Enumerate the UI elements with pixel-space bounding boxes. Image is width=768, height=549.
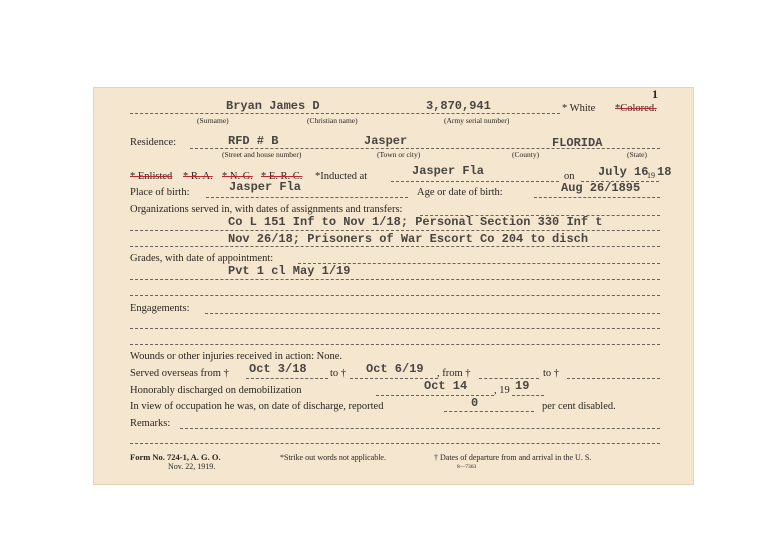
form-number: Form No. 724-1, A. G. O. (130, 452, 221, 462)
disability-label: In view of occupation he was, on date of discharge, reported (130, 401, 384, 412)
grades-line-1-rule (130, 279, 660, 280)
overseas-from2-label: , from † (437, 368, 471, 379)
overseas-to-label: to † (330, 368, 347, 379)
organizations-label: Organizations served in, with dates of assignments and transfers: (130, 204, 403, 215)
birth-date-line (534, 197, 660, 198)
inducted-line (391, 181, 559, 182)
name-line (130, 113, 560, 114)
enlisted-struck: * Enlisted (130, 171, 173, 182)
discharge-year-line (512, 395, 544, 396)
on-label: on (564, 171, 575, 182)
race-colored-struck: *Colored. (615, 103, 657, 114)
wounds-label: Wounds or other injuries received in action: None. (130, 351, 343, 362)
grades-label: Grades, with date of appointment: (130, 253, 274, 264)
footnote-strike: *Strike out words not applicable. (280, 453, 386, 462)
organizations-line-2: Nov 26/18; Prisoners of War Escort Co 204 to disch (228, 232, 589, 246)
organizations-line-1: Co L 151 Inf to Nov 1/18; Personal Section 330 Inf t (228, 215, 603, 229)
remarks-line-0 (180, 428, 660, 429)
ra-struck: * R. A. (183, 171, 213, 182)
remarks-line-1 (130, 443, 660, 444)
engagements-line-2 (130, 344, 660, 345)
cap-serial: (Army serial number) (444, 116, 510, 125)
inducted-place: Jasper Fla (412, 164, 485, 178)
overseas-to: Oct 6/19 (366, 362, 424, 376)
print-code: 8—7363 (457, 464, 477, 470)
overseas-from: Oct 3/18 (249, 362, 307, 376)
inducted-date: July 16 (598, 165, 649, 179)
cap-street: (Street and house number) (222, 150, 302, 159)
cap-county: (County) (512, 150, 540, 159)
disability-value: 0 (471, 396, 479, 410)
birth-place-label: Place of birth: (130, 187, 190, 198)
grades-line-2-rule (130, 295, 660, 296)
cap-town: (Town or city) (377, 150, 421, 159)
cap-surname: (Surname) (197, 116, 229, 125)
residence-town: Jasper (364, 134, 408, 148)
cap-state: (State) (627, 150, 647, 159)
inducted-year-prefix: 19 (647, 171, 655, 180)
residence-street: RFD # B (228, 134, 279, 148)
disability-suffix: per cent disabled. (542, 401, 616, 412)
residence-state: FLORIDA (552, 136, 603, 150)
org-line-2 (130, 246, 660, 247)
erc-struck: * E. R. C. (261, 171, 303, 182)
overseas-to2-line (567, 378, 660, 379)
engagements-label: Engagements: (130, 303, 190, 314)
corner-mark: 1 (652, 87, 658, 101)
birth-place: Jasper Fla (229, 180, 302, 194)
birth-place-line (206, 197, 408, 198)
inducted-label: *Inducted at (315, 171, 368, 182)
engagements-line-0 (205, 313, 660, 314)
birth-date-label: Age or date of birth: (417, 187, 503, 198)
disability-line (444, 411, 534, 412)
overseas-from-line (246, 378, 328, 379)
service-record-card (93, 87, 694, 485)
engagements-line-1 (130, 328, 660, 329)
org-line-1 (130, 230, 660, 231)
form-date: Nov. 22, 1919. (168, 462, 216, 471)
overseas-to2-label: to † (543, 368, 560, 379)
name-value: Bryan James D (226, 99, 320, 113)
residence-label: Residence: (130, 137, 177, 148)
discharge-year: 19 (515, 379, 530, 393)
discharge-year-prefix: , 19 (494, 385, 510, 396)
residence-line (190, 148, 660, 149)
cap-christian: (Christian name) (307, 116, 358, 125)
discharge-date: Oct 14 (424, 379, 468, 393)
inducted-year: 18 (657, 165, 672, 179)
birth-date: Aug 26/1895 (561, 181, 641, 195)
discharge-label: Honorably discharged on demobilization (130, 385, 302, 396)
serial-value: 3,870,941 (426, 99, 491, 113)
remarks-label: Remarks: (130, 418, 171, 429)
grades-line-1: Pvt 1 cl May 1/19 (228, 264, 351, 278)
race-white: * White (562, 103, 596, 114)
grades-label-line (298, 263, 660, 264)
overseas-label: Served overseas from † (130, 368, 229, 379)
overseas-from2-line (479, 378, 539, 379)
ng-struck: * N. G. (222, 171, 253, 182)
footnote-dates: † Dates of departure from and arrival in the U. S. (434, 453, 592, 462)
